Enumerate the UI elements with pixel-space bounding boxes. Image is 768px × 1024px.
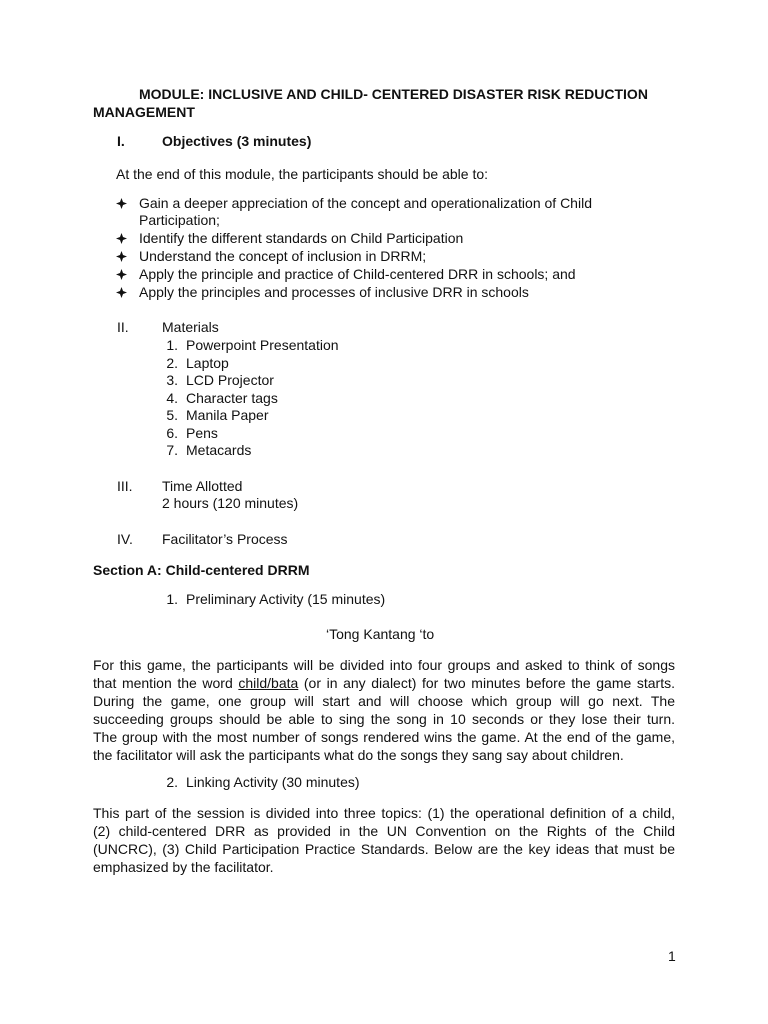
page-number: 1 (668, 948, 676, 964)
section-2-number: II. (117, 319, 129, 335)
text-run: that mention the word (93, 675, 239, 691)
activity-label: Linking Activity (30 minutes) (186, 774, 360, 790)
paragraph-line: This part of the session is divided into three topics: (1) the operational definition of a child, (93, 805, 675, 821)
objective-item: Identify the different standards on Child Participation (139, 230, 464, 246)
section-3-heading: Time Allotted (162, 478, 243, 494)
paragraph-line (93, 674, 675, 692)
module-title-line1: MODULE: INCLUSIVE AND CHILD- CENTERED DISASTER RISK REDUCTION (139, 86, 648, 102)
game-title: ‘Tong Kantang ‘to (326, 626, 435, 642)
activity-number: 2. (166, 774, 178, 790)
paragraph-line: For this game, the participants will be divided into four groups and asked to think of songs (93, 657, 675, 673)
diamond-bullet-icon (116, 283, 130, 301)
material-item: Pens (186, 425, 218, 441)
diamond-bullet-icon (116, 229, 130, 247)
module-title-line2: MANAGEMENT (93, 104, 195, 120)
material-number: 1. (166, 337, 178, 353)
material-item: Laptop (186, 355, 229, 371)
section-1-number: I. (117, 133, 125, 149)
material-number: 7. (166, 442, 178, 458)
objective-item-continued: Participation; (139, 212, 220, 228)
game-description-paragraph (93, 656, 675, 764)
material-number: 3. (166, 372, 178, 388)
section-4-number: IV. (117, 531, 133, 547)
material-item: Manila Paper (186, 407, 269, 423)
paragraph-line: During the game, one group will start and will choose which group will go next. The (93, 693, 675, 709)
activity-label: Preliminary Activity (15 minutes) (186, 591, 386, 607)
section-4-heading: Facilitator’s Process (162, 531, 288, 547)
material-number: 2. (166, 355, 178, 371)
objectives-intro: At the end of this module, the participants should be able to: (116, 166, 489, 182)
linking-activity-paragraph (93, 804, 675, 876)
paragraph-line: the facilitator will ask the participants what do the songs they sang say about children. (93, 747, 624, 763)
text-run: (or in any dialect) for two minutes before the game starts. (298, 675, 676, 691)
paragraph-line: (2) child-centered DRR as provided in the UN Convention on the Rights of the Child (93, 823, 675, 839)
paragraph-line: succeeding groups should be able to sing the song in 10 seconds or they lose their turn. (93, 711, 675, 727)
material-item: Metacards (186, 442, 252, 458)
objective-item: Gain a deeper appreciation of the concept and operationalization of Child (139, 195, 592, 211)
material-item: Powerpoint Presentation (186, 337, 339, 353)
section-1-heading: Objectives (3 minutes) (162, 133, 312, 149)
material-number: 6. (166, 425, 178, 441)
section-2-heading: Materials (162, 319, 219, 335)
diamond-bullet-icon (116, 194, 130, 212)
material-number: 5. (166, 407, 178, 423)
section-a-heading: Section A: Child-centered DRRM (93, 562, 310, 578)
objective-item: Apply the principles and processes of inclusive DRR in schools (139, 284, 529, 300)
underlined-term: child/bata (238, 675, 299, 691)
paragraph-line: The group with the most number of songs rendered wins the game. At the end of the game, (93, 729, 675, 745)
material-item: Character tags (186, 390, 278, 406)
objective-item: Understand the concept of inclusion in DRRM; (139, 248, 427, 264)
material-number: 4. (166, 390, 178, 406)
material-item: LCD Projector (186, 372, 274, 388)
objective-item: Apply the principle and practice of Child-centered DRR in schools; and (139, 266, 576, 282)
paragraph-line: (UNCRC), (3) Child Participation Practice Standards. Below are the key ideas that must be (93, 841, 675, 857)
diamond-bullet-icon (116, 247, 130, 265)
section-3-number: III. (117, 478, 133, 494)
diamond-bullet-icon (116, 265, 130, 283)
activity-number: 1. (166, 591, 178, 607)
paragraph-line: emphasized by the facilitator. (93, 859, 274, 875)
time-allotted-value: 2 hours (120 minutes) (162, 495, 299, 511)
